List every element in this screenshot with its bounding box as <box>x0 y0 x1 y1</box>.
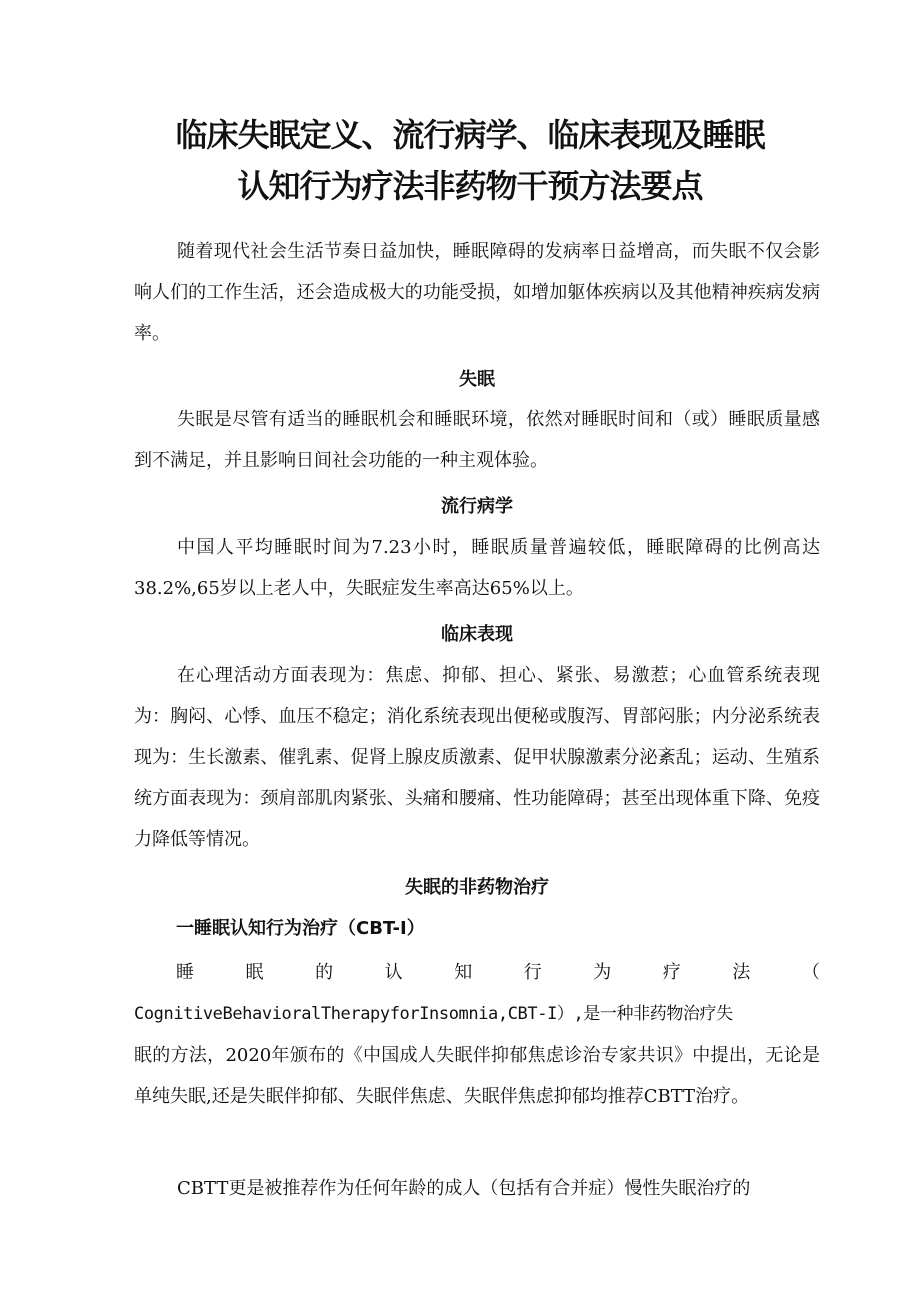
document-title-line-1: 临床失眠定义、流行病学、临床表现及睡眠 <box>175 116 765 154</box>
cbt-description: 眠的方法，2020年颁布的《中国成人失眠伴抑郁焦虑诊治专家共识》中提出，无论是单纯失眠,还是失眠伴抑郁、失眠伴焦虑、失眠伴焦虑抑郁均推荐CBTT治疗。 <box>134 1045 820 1107</box>
section-body-clinical: 在心理活动方面表现为：焦虑、抑郁、担心、紧张、易激惹；心血管系统表现为：胸闷、心悸、血压不稳定；消化系统表现出便秘或腹泻、胃部闷胀；内分泌系统表现为：生长激素、催乳素、促肾上腺皮质激素、促甲状腺激素分泌紊乱；运动、生殖系统方面表现为：颈肩部肌肉紧张、头痛和腰痛、性功能障碍；甚至出现体重下降、免疫力降低等情况。 <box>134 665 820 850</box>
treatment-subheading: 一睡眠认知行为治疗（CBT-I） <box>176 918 425 939</box>
treatment-heading: 失眠的非药物治疗 <box>405 877 549 898</box>
cbt-recommendation-paragraph: CBTT更是被推荐作为任何年龄的成人（包括有合并症）慢性失眠治疗的 <box>177 1178 751 1199</box>
spaced-char: 知 <box>454 962 473 983</box>
section-heading-epidemiology: 流行病学 <box>441 496 513 517</box>
cbt-english-line: CognitiveBehavioralTherapyforInsomnia,CBT-I）,是一种非药物治疗失 <box>134 1004 733 1024</box>
spaced-char: 的 <box>315 962 334 983</box>
spaced-char: 疗 <box>662 962 681 983</box>
intro-paragraph: 随着现代社会生活节奏日益加快，睡眠障碍的发病率日益增高，而失眠不仅会影响人们的工作生活，还会造成极大的功能受损，如增加躯体疾病以及其他精神疾病发病率。 <box>134 241 820 344</box>
spaced-char: 眠 <box>245 962 264 983</box>
spaced-char: 为 <box>593 962 612 983</box>
spaced-char: （ <box>801 962 820 983</box>
spaced-char: 行 <box>523 962 542 983</box>
section-body-insomnia: 失眠是尽管有适当的睡眠机会和睡眠环境，依然对睡眠时间和（或）睡眠质量感到不满足，并且影响日间社会功能的一种主观体验。 <box>134 409 820 471</box>
section-heading-clinical: 临床表现 <box>441 624 513 645</box>
spaced-char: 法 <box>732 962 751 983</box>
spaced-char: 睡 <box>176 962 194 983</box>
section-heading-insomnia: 失眠 <box>459 369 495 390</box>
spaced-char: 认 <box>384 962 403 983</box>
cbt-spaced-line <box>176 958 820 988</box>
section-body-epidemiology: 中国人平均睡眠时间为7.23小时，睡眠质量普遍较低，睡眠障碍的比例高达38.2%,65岁以上老人中，失眠症发生率高达65%以上。 <box>134 537 820 599</box>
document-title-line-2: 认知行为疗法非药物干预方法要点 <box>237 167 703 205</box>
